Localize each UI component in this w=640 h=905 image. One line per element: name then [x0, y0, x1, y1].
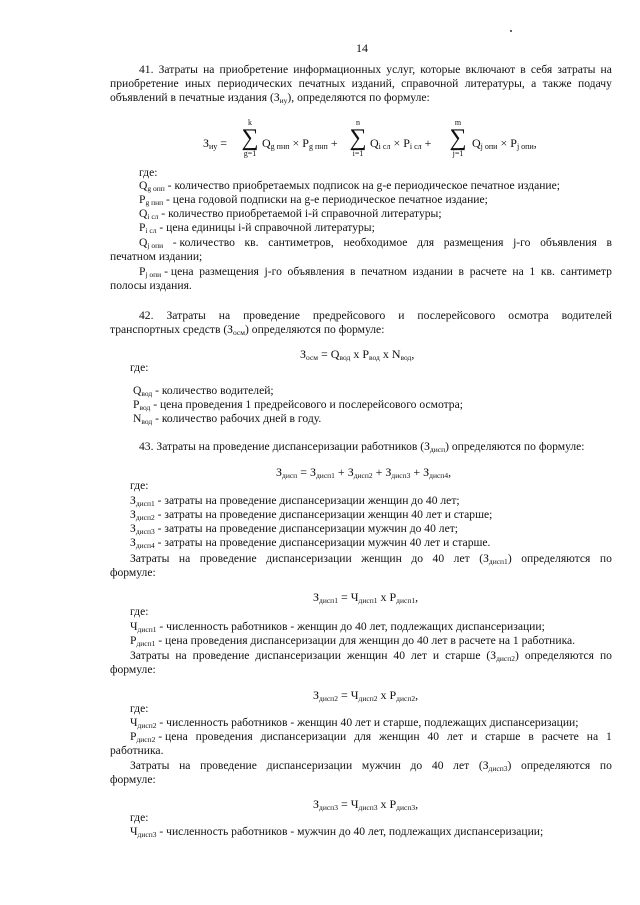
p43b-def-2-word: женщин	[379, 730, 420, 743]
p41-line1-word: 41.	[139, 63, 154, 76]
p41-line1-word: на	[203, 63, 215, 76]
p43b-def-2-word: $P_{дисп2}$ - цена	[130, 730, 188, 744]
p42-line1-word: осмотра	[508, 309, 549, 322]
p43-def-2: $З_{дисп2}$ - затраты на проведение диспансеризации женщин 40 лет и старше;	[130, 508, 493, 522]
p41-def-5-word: объявления	[540, 236, 597, 249]
p41-def-6-word: j-го	[264, 265, 282, 278]
p42-line1-word: проведение	[243, 309, 300, 322]
p43c-line1-word: диспансеризации	[266, 759, 353, 772]
p41-def-6-word: расчете	[469, 265, 507, 278]
p41-line1-word: которые	[420, 63, 461, 76]
p41-line2-word: иных	[184, 77, 211, 90]
p43b-def-2-word: диспансеризации	[260, 730, 347, 743]
p43b-def-2-word: и	[470, 730, 478, 743]
p43b-def-2-word: 1	[606, 730, 612, 743]
p41-def-6-word: на	[512, 265, 524, 278]
p43b-def-2-cont: работника.	[110, 744, 164, 757]
p41-line1-word: услуг,	[386, 63, 416, 76]
sum-sign-3: m ∑ j=1	[449, 118, 467, 158]
p43b-line1-word: лет	[410, 649, 427, 662]
p43b-line2: формуле:	[110, 663, 156, 676]
p41-line2-word: справочной	[401, 77, 459, 90]
p41-def-5-word: сантиметров,	[268, 236, 334, 249]
p43-def-3: $З_{дисп3}$ - затраты на проведение диспансеризации мужчин до 40 лет;	[130, 522, 459, 536]
formula-42: $З_{осм} = Q_{вод}$ x $P_{вод}$ x $N_{вод}$,	[300, 347, 415, 362]
p43a-line1-word: женщин	[361, 552, 402, 565]
p43b-line1-word: диспансеризации	[255, 649, 341, 662]
sum-sign-1: k ∑ g=1	[241, 118, 259, 158]
p42-line1-word: водителей	[561, 309, 612, 322]
p43a-line1-word: до	[411, 552, 424, 565]
formula-43a: $З_{дисп1} = Ч_{дисп1}$ x $P_{дисп1}$,	[313, 590, 419, 605]
p41-line2-word: литературы,	[464, 77, 525, 90]
p43a-line1-word: проведение	[199, 552, 257, 565]
p41-line3: объявлений в печатные издания $(З_{иу})$, определяются по формуле:	[110, 91, 430, 105]
p43a-line1-word: Затраты	[130, 552, 170, 565]
p41-def-6-word: объявления	[287, 265, 345, 278]
p42-def-1: $Q_{вод}$ - количество водителей;	[133, 384, 274, 398]
p41-def-5	[139, 236, 612, 249]
p43c-line1-word: Затраты	[130, 759, 170, 772]
p41-def-6-word: печатном	[361, 265, 407, 278]
p42-def-3: $N_{вод}$ - количество рабочих дней в году.	[133, 412, 322, 426]
p41-line1-word: приобретение	[219, 63, 289, 76]
p41-def-2: $P_{g пнп}$ - цена годовой подписки на g-е периодическое печатное издание;	[139, 193, 488, 207]
p43b-line1-word: по	[599, 649, 612, 662]
p41-def-6-word: кв.	[540, 265, 555, 278]
p43c-line1-word: мужчин	[361, 759, 401, 772]
p41-def-5-cont: печатном издании;	[110, 250, 203, 263]
p41-def-5-word: размещения	[443, 236, 504, 249]
p43c-line1-word: лет	[453, 759, 470, 772]
p41-def-6-word: размещения	[199, 265, 259, 278]
p41-def-6	[139, 265, 612, 278]
p41-def-6-word: в	[349, 265, 356, 278]
p42-line1-word: Затраты	[166, 309, 206, 322]
p43b-line1-word: на	[175, 649, 187, 662]
p41-line1-word: включают	[465, 63, 516, 76]
p43-def-1: $З_{дисп1}$ - затраты на проведение диспансеризации женщин до 40 лет;	[130, 494, 460, 508]
p41-def-6-word: 1	[529, 265, 536, 278]
p43-def-4: $З_{дисп4}$ - затраты на проведение диспансеризации мужчин 40 лет и старше.	[130, 536, 491, 550]
p43c-line1-word: до	[410, 759, 423, 772]
p41-def-1: $Q_{g опп}$ - количество приобретаемых подписок на g-е периодическое печатное издание;	[139, 179, 560, 193]
p43c-line1-word: $(З_{дисп3})$	[478, 759, 512, 773]
formula-43b: $З_{дисп2} = Ч_{дисп2}$ x $P_{дисп2}$,	[313, 688, 419, 703]
p43b-def-2-word: проведения	[195, 730, 253, 743]
p42-line1-word: 42.	[139, 309, 154, 322]
p43a-line1-word: диспансеризации	[266, 552, 352, 565]
p43c-line1-word: проведение	[200, 759, 257, 772]
p41-def-5-word: в	[606, 236, 612, 249]
p42-line1-word: и	[398, 309, 405, 322]
p43b-line1-word: $(З_{дисп2})$	[486, 649, 519, 663]
p43b-def-2-word: 40	[427, 730, 440, 743]
p43b-def-2-word: старше	[485, 730, 521, 743]
p43b-line1-word: определяются	[524, 649, 595, 662]
p43b-line1-word: и	[432, 649, 440, 662]
p42-line1-word: предрейсового	[312, 309, 386, 322]
p41-def-6-word: издании	[412, 265, 453, 278]
p41-def-5-word: - количество	[172, 236, 235, 249]
p41-line1	[139, 63, 612, 76]
p41-def-6-word: в	[458, 265, 465, 278]
p43a-line1-word: $(З_{дисп1})$	[479, 552, 512, 566]
p41-gde: где:	[139, 166, 158, 179]
p43a-def-1: $Ч_{дисп1}$ - численность работников - женщин до 40 лет, подлежащих диспансеризации;	[130, 620, 545, 634]
p43b-def-2-word: на	[586, 730, 599, 743]
formula-43: $З_{дисп} = З_{дисп1} + З_{дисп2} + З_{дисп3} + З_{дисп4}$,	[276, 465, 452, 480]
p43c-line1-word: на	[179, 759, 191, 772]
p42-line1	[139, 309, 612, 322]
p43c-def-1: $Ч_{дисп3}$ - численность работников - мужчин до 40 лет, подлежащих диспансеризации;	[130, 825, 544, 839]
sum-sign-2: n ∑ i=1	[349, 118, 367, 158]
p41-line2-word: печатных	[298, 77, 346, 90]
page-number: 14	[356, 41, 368, 55]
scan-dot	[510, 30, 512, 32]
p41-def-6-word: $P_{j опи}$ - цена	[139, 265, 194, 279]
p43b-line1-word: проведение	[192, 649, 250, 662]
p43a-def-2: $P_{дисп1}$ - цена проведения диспансеризации для женщин до 40 лет в расчете на 1 работника.	[130, 634, 576, 648]
p43c-line1-word: по	[599, 759, 612, 772]
p43b-def-1: $Ч_{дисп2}$ - численность работников - женщин 40 лет и старше, подлежащих диспансеризации;	[130, 716, 579, 730]
p43c-line1-word: 40	[431, 759, 444, 772]
p41-def-5-word: кв.	[244, 236, 259, 249]
p43b-line1	[130, 649, 612, 662]
p43c-line1	[130, 759, 612, 772]
p41-def-6-word: сантиметр	[560, 265, 612, 278]
p43b-def-2-word: расчете	[541, 730, 579, 743]
p41-line2	[110, 77, 612, 90]
p43a-line1-word: определяются	[521, 552, 591, 565]
p41-line2-word: также	[542, 77, 572, 90]
p41-line1-word: себя	[530, 63, 553, 76]
p43a-line1-word: лет	[453, 552, 470, 565]
p41-line1-word: в	[520, 63, 526, 76]
p41-line2-word: подачу	[578, 77, 612, 90]
p42-gde: где:	[130, 361, 149, 374]
p43b-line1-word: 40	[393, 649, 406, 662]
p43a-line2: формуле:	[110, 566, 156, 579]
p41-def-5-word: необходимое	[343, 236, 408, 249]
p43a-gde: где:	[130, 605, 149, 618]
p41-line2-word: изданий,	[351, 77, 395, 90]
p43b-def-2-word: в	[528, 730, 534, 743]
p41-def-4: $P_{i сл}$ - цена единицы i-й справочной литературы;	[139, 221, 375, 235]
p41-line1-word: Затраты	[158, 63, 198, 76]
p41-line2-word: периодических	[217, 77, 293, 90]
p42-line2: транспортных средств $(З_{осм})$ определяются по формуле:	[110, 323, 385, 337]
p43a-line1-word: на	[178, 552, 191, 565]
p43c-gde: где:	[130, 811, 149, 824]
p43a-line1-word: по	[599, 552, 612, 565]
p42-line1-word: на	[218, 309, 231, 322]
p41-def-5-word: $Q_{j опи}$	[139, 236, 164, 250]
p43b-line1-word: старше	[445, 649, 481, 662]
p42-def-2: $P_{вод}$ - цена проведения 1 предрейсового и послерейсового осмотра;	[133, 398, 463, 412]
p43b-def-2-word: для	[354, 730, 372, 743]
p41-line2-word: приобретение	[110, 77, 179, 90]
p43b-line1-word: женщин	[346, 649, 388, 662]
p41-def-5-word: для	[417, 236, 435, 249]
p41-def-3: $Q_{i сл}$ - количество приобретаемой i-й справочной литературы;	[139, 207, 442, 221]
p43-line1: 43. Затраты на проведение диспансеризации работников $(З_{дисп})$ определяются по формуле:	[139, 440, 585, 454]
p41-def-6-cont: полосы издания.	[110, 279, 192, 292]
p41-line2-word: а	[531, 77, 537, 90]
p41-line1-word: информационных	[293, 63, 382, 76]
p43b-gde: где:	[130, 702, 149, 715]
p41-line1-word: затраты	[557, 63, 596, 76]
p43c-line1-word: определяются	[521, 759, 591, 772]
p43b-def-2-word: лет	[447, 730, 464, 743]
p43c-line2: формуле:	[110, 773, 156, 786]
p41-line1-word: на	[600, 63, 612, 76]
formula-43c: $З_{дисп3} = Ч_{дисп3}$ x $P_{дисп3}$,	[313, 797, 419, 812]
p43a-line1-word: 40	[432, 552, 445, 565]
p41-def-5-word: j-го	[513, 236, 531, 249]
p43b-def-2	[130, 730, 612, 743]
p43b-line1-word: Затраты	[130, 649, 170, 662]
p43-gde: где:	[130, 479, 149, 492]
p43a-line1	[130, 552, 612, 565]
p42-line1-word: послерейсового	[417, 309, 496, 322]
